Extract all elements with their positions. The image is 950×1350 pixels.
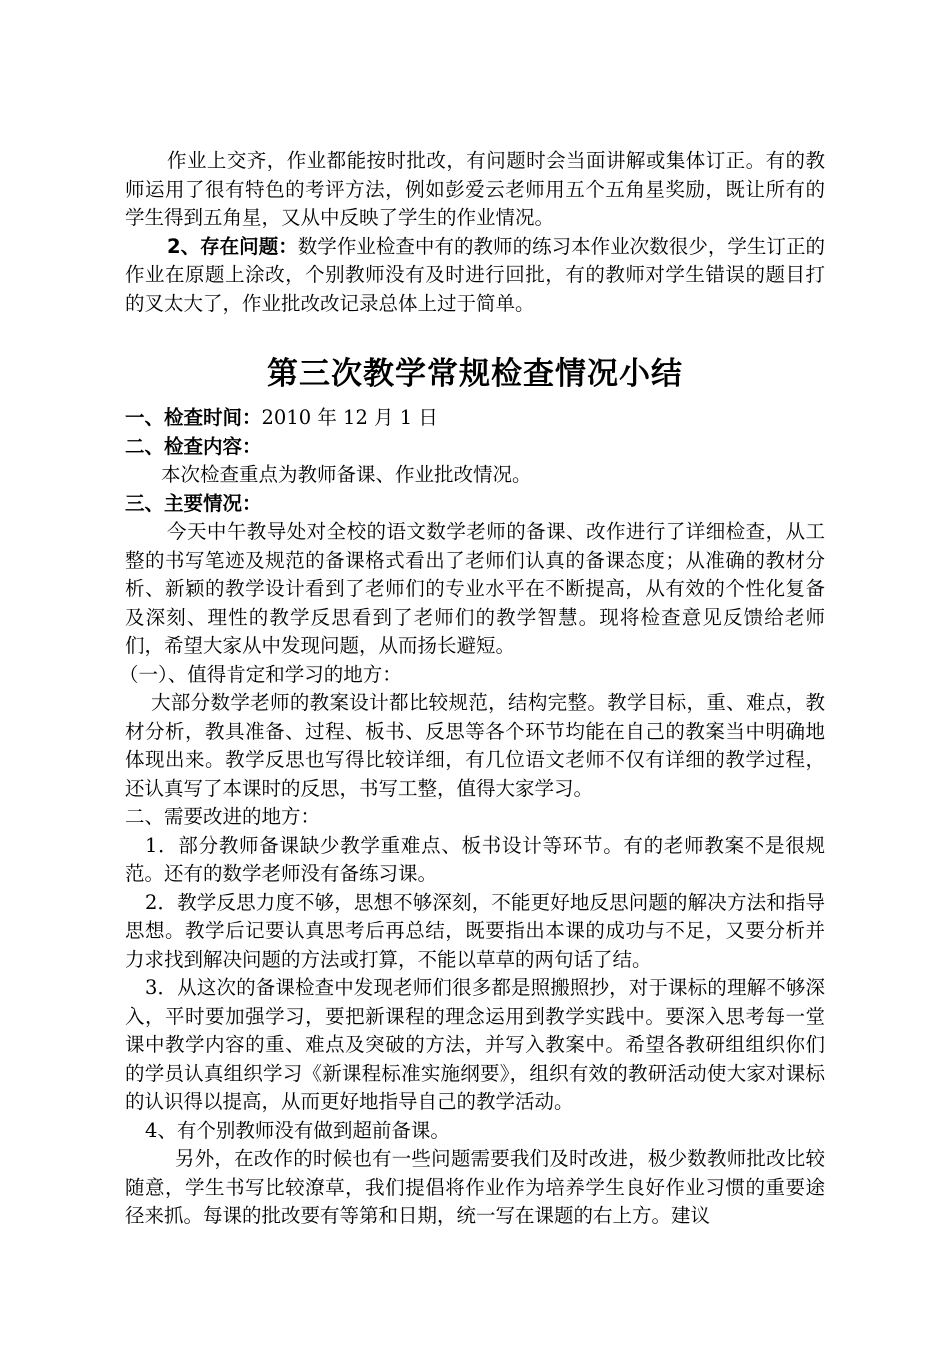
main-situation-heading: 三、主要情况： — [125, 491, 262, 515]
check-time-label: 一、检查时间： — [125, 406, 262, 429]
improve-heading: 二、需要改进的地方： — [125, 805, 321, 828]
improve-item-4: 4、有个别教师没有做到超前备课。 — [145, 1118, 450, 1142]
check-content-heading: 二、检查内容： — [125, 434, 262, 458]
good-points-heading: （一）、值得肯定和学习的地方： — [119, 662, 402, 686]
improve-item-2: 2．教学反思力度不够，思想不够深刻，不能更好地反思问题的解决方法和指导思想。教学后记要认真思考后再总结，既要指出本课的成功与不足，又要分析并力求找到解决问题的方法或打算，不能以草草的两句话了结。 — [125, 890, 825, 971]
improve-item-3: 3．从这次的备课检查中发现老师们很多都是照搬照抄，对于课标的理解不够深入，平时要加强学习，要把新课程的理念运用到教学实践中。要深入思考每一堂课中教学内容的重、难点及突破的方法，并写入教案中。希望各教研组组织你们的学员认真组织学习《新课程标准实施纲要》，组织有效的教研活动使大家对课标的认识得以提高，从而更好地指导自己的教学活动。 — [125, 976, 825, 1113]
main-situation-text: 今天中午教导处对全校的语文数学老师的备课、改作进行了详细检查，从工整的书写笔迹及规范的备课格式看出了老师们认真的备课态度；从准确的教材分析、新颖的教学设计看到了老师们的专业水平在不断提高，从有效的个性化复备及深刻、理性的教学反思看到了老师们的教学智慧。现将检查意见反馈给老师们，希望大家从中发现问题，从而扬长避短。 — [125, 520, 825, 657]
final-paragraph: 另外，在改作的时候也有一些问题需要我们及时改进，极少数教师批改比较随意，学生书写比较潦草，我们提倡将作业作为培养学生良好作业习惯的重要途径来抓。每课的批改要有等第和日期，统一写在课题的右上方。建议 — [125, 1147, 825, 1227]
good-points-text: 大部分数学老师的教案设计都比较规范，结构完整。教学目标，重、难点，教材分析，教具准备、过程、板书、反思等各个环节均能在自己的教案当中明确地体现出来。教学反思也写得比较详细，有几位语文老师不仅有详细的教学过程，还认真写了本课时的反思，书写工整，值得大家学习。 — [125, 691, 825, 800]
check-time-heading — [125, 404, 825, 433]
problems-label: 2、存在问题： — [167, 234, 298, 258]
check-time-value: 2010 年 12 月 1 日 — [261, 406, 438, 429]
paragraph-homework-praise: 作业上交齐，作业都能按时批改，有问题时会当面讲解或集体订正。有的教师运用了很有特色的考评方法，例如彭爱云老师用五个五角星奖励，既让所有的学生得到五角星，又从中反映了学生的作业情况。 — [125, 149, 825, 229]
check-content-text: 本次检查重点为教师备课、作业批改情况。 — [161, 463, 532, 486]
improve-item-1: 1．部分教师备课缺少教学重难点、板书设计等环节。有的老师教案不是很规范。还有的数学老师没有备练习课。 — [125, 833, 825, 885]
page-title: 第三次教学常规检查情况小结 — [267, 356, 683, 392]
problems-text: 数学作业检查中有的教师的练习本作业次数很少，学生订正的作业在原题上涂改，个别教师没有及时进行回批，有的教师对学生错误的题目打的叉太大了，作业批改改记录总体上过于简单。 — [125, 234, 825, 315]
document-page — [119, 147, 825, 1231]
paragraph-existing-problems — [125, 233, 825, 319]
